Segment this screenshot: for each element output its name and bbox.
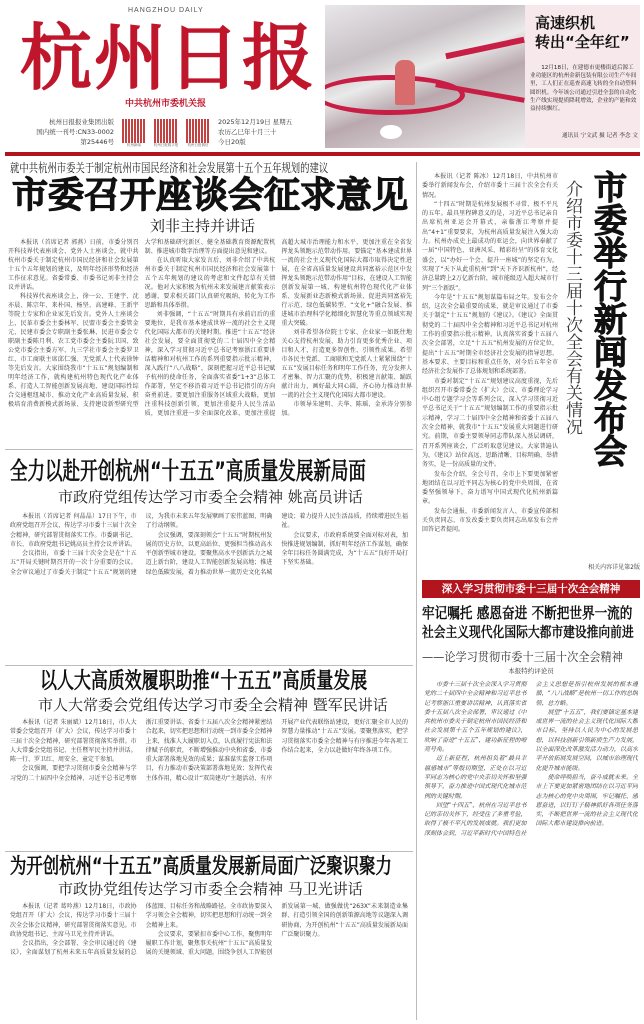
date: 2025年12月19日 星期五 [218, 118, 293, 126]
publication-info [20, 117, 114, 147]
lead-subhead: 刘非主持并讲话 [150, 217, 256, 235]
photo-credit: 通讯员 宁文武 摄 记者 李念 文 [561, 133, 638, 139]
photo-headline-line: 高速织机 [535, 14, 596, 32]
qr-code-icon [186, 119, 210, 143]
section-banner: 深入学习贯彻市委十三届十次全会精神 [422, 580, 640, 598]
issue-number: 第25446号 [80, 138, 114, 146]
article4-headline[interactable]: 为开创杭州“十五五”高质量发展新局面广泛聚识聚力 [10, 854, 392, 878]
paragraph: 回望“十四五”，杭州在习近平总书记的亲切关怀下，经受住了多重考验，取得了极不平凡的发展成就。我们更加深刻体会到，习近平新时代中国特色社会主义思想是指引杭州发展的根本遵循，“八八战略”是杭州一切工作的总纲领、总方略。 [424, 681, 638, 837]
commentary-headline[interactable] [422, 603, 640, 643]
cn-number: 国内统一刊号:CN33-0002 [36, 128, 114, 136]
paragraph: 本报讯（首席记者 郭燕）日前，市委分别召开科技界代表座谈会、党外人士座谈会，就中共杭州市委关于制定杭州市国民经济和社会发展第十五个五年规划的建议，及明年经济形势和经济工作征求意见。省委常委、市委书记刘非主持会议并讲话。 [8, 239, 139, 291]
publisher: 杭州日报报业集团出版 [49, 118, 114, 126]
commentary-subhead: ——论学习贯彻市委十三届十次全会精神 [422, 650, 623, 664]
paragraph: 迈上新征程，杭州担负着“最具幸福感城市”等殷切期望，正处在以习近平同志为核心的党中央亲切关怀和坚强领导下，奋力推进中国式现代化城市范例的关键时期。 [424, 755, 527, 800]
article3-body [10, 718, 408, 848]
article2-headline[interactable]: 全力以赴开创杭州“十五五”高质量发展新局面 [10, 457, 366, 485]
page-count: 今日20版 [218, 138, 246, 146]
paragraph: 刘非强调，“十五五”时期具有承前启后的重要地位，是我市基本建成世界一流的社会主义现代化国际大都市的关键时期。推进“十五五”经济社会发展，要全面贯彻党的二十届四中全会精神，深入学习贯彻习近平总书记考察浙江重要讲话精神和对杭州工作的系列重要指示批示精神，深入践行“八八战略”，深刻把握习近平总书记赋予杭州的使命任务，全面落实省委“1+3”总体工作部署，坚定不移沿着习近平总书记指引的方向奋勇前进。要更加注重服务区域重大战略，更加注重科技创新引领，更加注重提升人民生活品质，更加注重进一步全面深化改革，更加注重提高超大城市治理能力和水平，更加注重在全省发挥龙头领跑示范带动作用。要锚定“基本建成世界一流的社会主义现代化国际大都市取得决定性进展，在全省高质量发展建设共同富裕示范区中发挥龙头领跑示范带动作用”目标，在建设人工智能创新发展第一城、构建杭州特色现代化产业体系、发展新业态新模式新场景、促进共同富裕先行示范、绿色低碳转型、“文化+”融合发展、推进城市治理科学化精细化智慧化等重点领域实现重大突破。 [144, 239, 412, 417]
divider [5, 449, 413, 450]
headline-line: 牢记嘱托 感恩奋进 不断把世界一流的 [422, 604, 633, 622]
qr-label: 杭州日报微信 [187, 143, 209, 147]
qr-label: 杭州日报数字报 [153, 143, 179, 147]
qr-wechat[interactable] [183, 119, 213, 148]
paragraph: 会议指出，全会部署、全会审议通过的《建议》，全面谋划了杭州未来五年高质量发展的总体蓝图、目标任务和战略路径。全市政协要深入学习领会全会精神，切实把思想和行动统一到全会精神上来。 [10, 903, 273, 957]
masthead-english: HANGZHOU DAILY [128, 7, 204, 14]
photo-caption: 12月18日，在建德市更楼街道后源工业功能区的杭州金新包装有限公司生产车间里，工人们正在巡查高速飞转的全自动塑料圆织机。今年该公司通过引进全套的自动化生产线实现提质降耗增效，企业的产能和效益持续飘红。 [530, 65, 637, 113]
paragraph: 科技界代表座谈会上，徐一公、王建宇、沈亦晨、陈宗年、来朴国、杨坚、高建峰、王新宇等院士专家和企业家先后发言。党外人士座谈会上，民革市委会主委林军、民盟市委会主委管金元、民建市委会专职副主委张琳、民进市委会专职副主委陈月利、农工党市委会主委阮卫国、致公党市委会主委方军、九三学社市委会主委罗卫红、市工商联主席邱仁强、无党派人士代表徐钟等先后发言。大家围绕我市“十五五”规划编制和明年经济工作，就构建杭州特色现代化产业体系、打造人工智能创新发展高地、建设国际性综合交通枢纽城市、推动文化产业高质量发展、积极培育消费新模式新场景、支持建设新型研究型大学和基础研究新区、健全基础教育资源配置机制、推进城市数字治理等方面提出意见和建议。 [8, 239, 276, 408]
article4-body [10, 902, 408, 1022]
article3-subhead: 市人大常委会党组传达学习市委全会精神 暨军民讲话 [38, 696, 388, 714]
divider [5, 665, 413, 666]
masthead-rule [5, 152, 640, 156]
date-info [218, 117, 292, 147]
qr-digital[interactable] [151, 119, 181, 148]
headline-line: 社会主义现代化国际大都市建设推向前进 [422, 625, 634, 641]
paragraph: 本报讯（记者 葛吟燕）12月18日，市政协党组召开（扩大）会议，传达学习市委十三届十次全会体会议精神，研究部署贯彻落实意见。市政协党组书记、主席马卫光主持并讲话。 [10, 903, 137, 938]
column-divider [416, 162, 417, 1020]
qr-code-icon [122, 119, 146, 143]
paragraph: 市委十三届十次全会深入学习贯彻党的二十届四中全会精神和习近平总书记考察浙江重要讲话精神，认真落实省委十五届八次全会部署，审议通过《中共杭州市委关于制定杭州市国民经济和社会发展第十五个五年规划的建议》，吹响了奋进“十五五”、建功新征程的嘹亮号角。 [424, 681, 527, 754]
factory-photo [325, 5, 525, 148]
divider [5, 851, 413, 852]
press-body [422, 172, 558, 558]
lead-kicker: 就中共杭州市委关于制定杭州市国民经济和社会发展第十五个五年规划的建议 [10, 161, 329, 175]
paragraph: 发布会介绍，全会号召，全市上下要更加紧密地团结在以习近平同志为核心的党中央周围，在省委坚强领导下，奋力谱写中国式现代化杭州新篇章。 [422, 470, 558, 506]
press-headline[interactable]: 市委举行新闻发布会 [589, 170, 628, 467]
lunar-date: 农历乙巳年十月三十 [218, 128, 277, 136]
paragraph: 刘非希望各位院士专家、企业家一如既往地关心支持杭州发展，助力引育更多优秀企业、项目和人才，打造更多智创性、引领性成果。希望市各民主党派、工商联和无党派人士紧紧围绕“十五五”发展目标任务和明年工作任务，充分发挥人才密集、智力汇聚的优势，积极建言献策、踊跃献计出力，画好最大同心圆，齐心协力推动世界一流的社会主义现代化国际大都市建设。 [281, 329, 412, 399]
paragraph: 本报讯（记者 朱丽斌）12月18日，市人大常委会党组召开（扩大）会议，传达学习市委十三届十次全会精神，研究部署贯彻落实举措。市人大常委会党组书记、主任暨军民主持并讲话。陈一行、罗卫红、周安全、童定干参加。 [10, 719, 137, 764]
qr-label: 杭州新闻 [127, 143, 141, 147]
paragraph: 本报讯（首席记者 何晶晶）17日下午，市政府党组召开会议，传达学习市委十三届十次全会精神，研究部署贯彻落实工作。市委副书记、市长、市政府党组书记姚高员主持会议并讲话。 [10, 513, 137, 548]
commentary-body [424, 680, 638, 1020]
qr-code-icon [154, 119, 178, 143]
paragraph: 在认真听取大家发言后，刘非介绍了中共杭州市委关于制定杭州市国民经济和社会发展第十五个五年规划的建议的考虑和文件起草有关情况。他对大家积极为杭州未来发展建言献策表示感谢，要求相关部门认真研究吸纳，转化为工作思路和具体举措。 [144, 257, 276, 309]
commentary-author: 本报特约评论员 [508, 667, 554, 675]
paragraph: 本报讯（记者 陈冰）12月18日，中共杭州市委举行新闻发布会，介绍市委十三届十次全会有关情况。 [422, 173, 558, 199]
article2-body [10, 512, 408, 662]
paragraph: 使命呼唤担当，奋斗成就未来。全市上下要更加紧密地团结在以习近平同志为核心的党中央周围，牢记嘱托、感恩奋进，以钉钉子精神抓好各项任务落实，不断把世界一流的社会主义现代化国际大都市建设推向前进。 [535, 773, 638, 828]
paragraph: 会议强调，要把学习贯彻市委全会精神与学习党的二十届四中全会精神、习近平总书记考察浙江重要讲话、省委十五届八次全会精神紧密结合起来，切实把思想和行动统一到市委全会精神上来，找准人大履职切入点，认真履行宪法和法律赋予的职责，不断增强推动中央和省委、市委重大部署落地见效的成果；谋准谋实监督工作项目，有力推动市委决策部署落地见效；发挥代表主体作用，精心设计“双岗建功”主题活动，有序开展产业代表联络站建设，更好汇聚全市人民的智慧力量推动“十五五”发展。要聚焦落实，把学习贯彻落实市委全会精神与有序推进今年各项工作结合起来，全力以赴做好年终各项工作。 [10, 719, 408, 782]
qr-news[interactable] [119, 119, 149, 148]
lead-body [8, 238, 412, 446]
photo-headline-line: 转出“全年红” [535, 33, 630, 51]
paragraph: 市委对制定“十五五”规划建议高度重视，先后组织召开市委常委会（扩大）会议、市委理论学习中心组专题学习会等系列会议，深入学习贯彻习近平总书记关于“十五五”规划编制工作的重要指示批示精神，学习二十届四中全会精神和省委十五届八次全会精神，就我市“十五五”发展重大问题进行研究。前期，市委主要领导同志带队深入基层调研，召开系列座谈会，广泛听取意见建议。大家普遍认为，《建议》站位高远、思路清晰、目标明确、举措务实，是一份高质量的文件。 [422, 377, 558, 469]
article3-headline[interactable]: 以人大高质效履职助推“十五五”高质量发展 [40, 669, 368, 694]
paragraph: 市领导朱建明、夫华、陈瑶、金承涛分别参加。 [281, 401, 412, 417]
masthead-organ: 中共杭州市委机关报 [125, 99, 207, 109]
paragraph: 会议要求，要紧扣市委中心工作，聚焦明年履职工作计划，聚焦事关杭州“十五五”高质量发展的关键领域、重大问题，围绕争创人工智能创新发展第一城、做强做优“263X”未来制造业集群、打造引领全国的创新策源高地等议题深入调研协商，为开创杭州“十五五”高质量发展新局面广泛聚识聚力。 [145, 903, 408, 957]
paragraph: 会议指出，市委十三届十次全会是在“十五五”开局关键时期召开的一次十分重要的会议。全会审议通过了市委关于制定“十五五”规划的建议，为我市未来五年发展擘画了宏伟蓝图、明确了行动纲领。 [10, 513, 273, 576]
paragraph: 今年是“十五五”规划谋篇布局之年。发布会介绍，这次全会最重要的成果，就是审议通过了市委关于制定“十五五”规划的《建议》。《建议》全面贯彻党的二十届四中全会精神和习近平总书记对杭州工作的重要指示批示精神，认真落实省委十五届八次全会部署，立足“十五五”杭州发展的方位定位，提出“十五五”时期全市经济社会发展的指导思想、基本要求、主要目标和重点任务，对今后五年全市经济社会发展作了总体规划和系统部署。 [422, 293, 558, 376]
newspaper-logo: 杭州日报 [20, 15, 317, 100]
paragraph: “十四五”时期是杭州发展极不寻常、极不平凡的五年。最具里程碑意义的是，习近平总书记亲自出席杭州亚运会开幕式，亲临浙江考察并提出“4+1”重要要求，为杭州高质量发展注入强大动力。杭州办成史上最成功的亚运会，向世界奉献了一届“中国特色、亚洲风采、精彩纷呈”的体育文化盛会，以“办好一个会、提升一座城”的坚定有为，实现了“天下从此重杭州”到“天下齐识新杭州”，经济总量跨上2万亿新台阶，城市能级迈入超大城市行列“三个新跃”。 [422, 200, 558, 292]
photo-headline [535, 14, 630, 52]
related-link[interactable]: 相关内容详见第2版 [588, 564, 640, 571]
article4-subhead: 市政协党组传达学习市委全会精神 马卫光讲话 [58, 880, 363, 898]
lead-headline[interactable]: 市委召开座谈会征求意见 [12, 175, 409, 216]
paragraph: 发布会通报，市委新闻发言人、市委宣传部相关负责同志、市发改委主要负责同志出席发布会并回答记者提问。 [422, 507, 558, 534]
paragraph: 展望“十五五”，我们要锚定基本建成世界一流的社会主义现代化国际大都市目标，坚持以人民为中心的发展思想，以科技创新引领新质生产力发展，以全面深化改革激发活力动力，以高水平开放拓展发展空间，以城市治理现代化提升城市能级。 [535, 708, 638, 772]
article2-subhead: 市政府党组传达学习市委全会精神 姚高员讲话 [58, 488, 363, 506]
qr-codes [119, 119, 213, 148]
paragraph: 会议强调，要深刻领会“十五五”时期杭州发展的历史方位，以更高站位、更强担当推动高水平创新型城市建设。要聚焦高水平创新活力之城迈上新台阶，建设人工智能创新发展高地；推进绿色低碳发展，着力推动世界一流历史文化名城建设；着力提升人民生活品质，持续增进民生福祉。 [145, 513, 408, 576]
press-subhead: 介绍市委十三届十次全会有关情况 [562, 180, 582, 435]
paragraph: 会议要求，市政府系统要全面对标对表，加快推进规划编制，抓好明年经济工作谋划，确保全年目标任务圆满完成，为“十五五”良好开局打下坚实基础。 [281, 531, 408, 567]
